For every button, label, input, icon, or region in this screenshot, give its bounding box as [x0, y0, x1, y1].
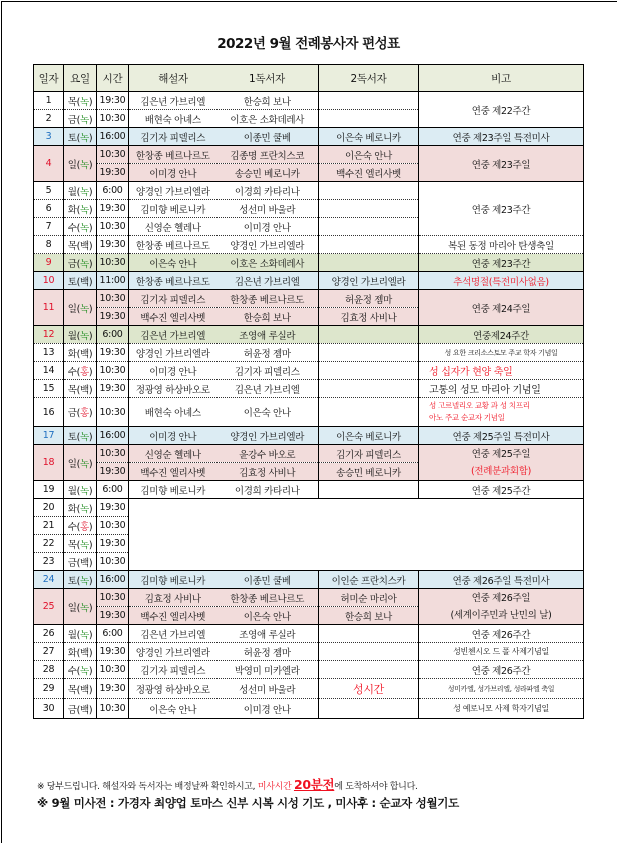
date-cell: 22: [34, 535, 64, 553]
day-cell: 화(녹): [64, 499, 97, 517]
header-reader2: 2독서자: [319, 65, 419, 92]
date-cell: 28: [34, 661, 64, 679]
day-cell: 목(녹): [64, 92, 97, 110]
table-row: [34, 643, 584, 661]
time-cell: 19:30: [97, 92, 129, 110]
reader2-cell: 이은숙 베로니카: [319, 128, 419, 146]
time-cell: 10:30: [97, 290, 129, 308]
day-cell: 월(녹): [64, 625, 97, 643]
note-cell: 연중 제22주간: [419, 92, 584, 128]
table-row: [34, 92, 584, 110]
date-cell: 10: [34, 272, 64, 290]
commentator-cell: 이미경 안나: [129, 362, 217, 380]
note-cell: 연중 제23주일 특전미사: [419, 128, 584, 146]
reader1-cell: 김효정 사비나: [217, 463, 319, 481]
date-cell: 11: [34, 290, 64, 326]
commentator-cell: 이은숙 안나: [129, 699, 217, 719]
table-row: [34, 128, 584, 146]
reader1-cell: 조영애 루실라: [217, 625, 319, 643]
note-cell: 연중 제26주간: [419, 625, 584, 643]
table-row: [34, 146, 584, 164]
note-cell: 연중 제26주간: [419, 661, 584, 679]
day-cell: 화(백): [64, 643, 97, 661]
day-cell: 토(백): [64, 272, 97, 290]
commentator-cell: 백수진 엘리사벳: [129, 308, 217, 326]
day-cell: 목(백): [64, 679, 97, 699]
commentator-cell: 정광영 하상바오로: [129, 380, 217, 398]
reader2-cell: [319, 182, 419, 200]
day-cell: 금(녹): [64, 254, 97, 272]
table-row: [34, 661, 584, 679]
commentator-cell: 김기자 피델리스: [129, 661, 217, 679]
date-cell: 30: [34, 699, 64, 719]
note-cell: 성 십자가 현양 축일: [419, 362, 584, 380]
commentator-cell: 이미경 안나: [129, 427, 217, 445]
table-row: [34, 481, 584, 499]
commentator-cell: 김효정 사비나: [129, 589, 217, 607]
time-cell: 6:00: [97, 481, 129, 499]
commentator-cell: 김은년 가브리엘: [129, 92, 217, 110]
day-cell: 금(홍): [64, 398, 97, 427]
day-cell: 월(녹): [64, 481, 97, 499]
commentator-cell: 정광영 하상바오로: [129, 679, 217, 699]
table-row: [34, 571, 584, 589]
reader2-cell: 허미순 마리아: [319, 589, 419, 607]
date-cell: 2: [34, 110, 64, 128]
date-cell: 13: [34, 344, 64, 362]
table-row: [34, 326, 584, 344]
reader1-cell: 한승희 보나: [217, 308, 319, 326]
note-cell: 성미카엘, 성가브리엘, 성라파엘 축일: [419, 679, 584, 699]
reader1-cell: 양경인 가브리엘라: [217, 427, 319, 445]
date-cell: 27: [34, 643, 64, 661]
date-cell: 20: [34, 499, 64, 517]
date-cell: 23: [34, 553, 64, 571]
time-cell: 10:30: [97, 110, 129, 128]
note-cell: 연중 제25주일 특전미사: [419, 427, 584, 445]
header-note: 비고: [419, 65, 584, 92]
table-row: [34, 589, 584, 607]
reader2-cell: 한승희 보나: [319, 607, 419, 625]
date-cell: 17: [34, 427, 64, 445]
commentator-cell: 양경인 가브리엘라: [129, 344, 217, 362]
arrival-notice: ※ 당부드립니다. 해설자와 독서자는 배정날짜 확인하시고, 미사시간 20분전에 도착하셔야 합니다.: [37, 777, 418, 792]
date-cell: 16: [34, 398, 64, 427]
note-cell: 성 요한 크리소스토모 주교 학자 기념일: [419, 344, 584, 362]
table-row: [34, 290, 584, 308]
time-cell: 19:30: [97, 499, 129, 517]
commentator-cell: 김은년 가브리엘: [129, 625, 217, 643]
date-cell: 1: [34, 92, 64, 110]
reader1-cell: 이종민 쿨베: [217, 571, 319, 589]
reader2-cell: [319, 218, 419, 236]
reader1-cell: 송승민 베로니카: [217, 164, 319, 182]
time-cell: 10:30: [97, 362, 129, 380]
reader2-cell: 이인순 프란치스카: [319, 571, 419, 589]
reader1-cell: 김은년 가브리엘: [217, 380, 319, 398]
day-cell: 금(백): [64, 553, 97, 571]
day-cell: 목(백): [64, 236, 97, 254]
header-commentator-reader1: [129, 65, 319, 92]
reader2-cell: 양경인 가브리엘라: [319, 272, 419, 290]
day-cell: 일(녹): [64, 146, 97, 182]
table-row: [34, 699, 584, 719]
time-cell: 10:30: [97, 445, 129, 463]
no-mass-cell: [129, 499, 584, 571]
date-cell: 4: [34, 146, 64, 182]
day-cell: 화(백): [64, 344, 97, 362]
reader2-cell: [319, 625, 419, 643]
table-row: [34, 398, 584, 427]
day-cell: 일(녹): [64, 589, 97, 625]
day-cell: 월(녹): [64, 182, 97, 200]
header-time: 시간: [97, 65, 129, 92]
reader1-cell: 한창종 베르나르도: [217, 290, 319, 308]
reader2-cell: [319, 200, 419, 218]
reader2-cell: 허윤정 젬마: [319, 290, 419, 308]
date-cell: 15: [34, 380, 64, 398]
time-cell: 11:00: [97, 272, 129, 290]
note-cell: 연중 제23주간: [419, 254, 584, 272]
time-cell: 19:30: [97, 380, 129, 398]
commentator-cell: 한창종 베르나르도: [129, 146, 217, 164]
note-cell: 성 고르넬리오 교황 과 성 치프리 아노 주교 순교자 기념일: [419, 398, 584, 427]
day-cell: 수(홍): [64, 517, 97, 535]
time-cell: 19:30: [97, 607, 129, 625]
reader2-cell: 이은숙 안나: [319, 146, 419, 164]
header-commentator: 해설자: [158, 72, 188, 85]
commentator-cell: 한창종 베르나르도: [129, 236, 217, 254]
note-cell: 연중 제25주일 (전례분과회합): [419, 445, 584, 481]
note-cell: 연중 제25주간: [419, 481, 584, 499]
table-row: [34, 182, 584, 200]
time-cell: 10:30: [97, 661, 129, 679]
reader2-cell: 백수진 엘리사벳: [319, 164, 419, 182]
reader1-cell: 윤강수 바오로: [217, 445, 319, 463]
reader2-cell: [319, 92, 419, 110]
reader1-cell: 양경인 가브리엘라: [217, 236, 319, 254]
time-cell: 10:30: [97, 146, 129, 164]
header-day: 요일: [64, 65, 97, 92]
commentator-cell: 김기자 피델리스: [129, 290, 217, 308]
date-cell: 29: [34, 679, 64, 699]
commentator-cell: 이은숙 안나: [129, 254, 217, 272]
reader2-cell: 김효정 사비나: [319, 308, 419, 326]
time-cell: 6:00: [97, 182, 129, 200]
reader2-cell: [319, 110, 419, 128]
day-cell: 수(녹): [64, 661, 97, 679]
reader1-cell: 김종명 프란치스코: [217, 146, 319, 164]
reader1-cell: 이은숙 안나: [217, 607, 319, 625]
day-cell: 금(녹): [64, 110, 97, 128]
date-cell: 9: [34, 254, 64, 272]
reader1-cell: 박영미 미카엘라: [217, 661, 319, 679]
date-cell: 24: [34, 571, 64, 589]
note-cell: 연중 제26주일 (세계이주민과 난민의 날): [419, 589, 584, 625]
reader2-cell: [319, 481, 419, 499]
commentator-cell: 배현숙 아녜스: [129, 110, 217, 128]
table-row: [34, 679, 584, 699]
commentator-cell: 김미향 베로니카: [129, 571, 217, 589]
prayer-notice: ※ 9월 미사전 : 가경자 최양업 토마스 신부 시복 시성 기도 , 미사후 : 순교자 성월기도: [37, 796, 459, 810]
commentator-cell: 배현숙 아녜스: [129, 398, 217, 427]
reader2-cell: [319, 362, 419, 380]
reader2-cell: [319, 344, 419, 362]
note-cell: 복된 동정 마리아 탄생축일: [419, 236, 584, 254]
header-row: [34, 65, 584, 92]
table-row: [34, 272, 584, 290]
commentator-cell: 이미경 안나: [129, 164, 217, 182]
reader1-cell: 이경희 카타리나: [217, 182, 319, 200]
time-cell: 19:30: [97, 344, 129, 362]
reader2-cell: [319, 398, 419, 427]
date-cell: 26: [34, 625, 64, 643]
reader1-cell: 이미경 안나: [217, 218, 319, 236]
table-row: [34, 499, 584, 517]
date-cell: 12: [34, 326, 64, 344]
day-cell: 목(녹): [64, 535, 97, 553]
day-cell: 일(녹): [64, 290, 97, 326]
reader1-cell: 이미경 안나: [217, 699, 319, 719]
time-cell: 6:00: [97, 625, 129, 643]
time-cell: 19:30: [97, 679, 129, 699]
table-row: [34, 254, 584, 272]
day-cell: 토(녹): [64, 128, 97, 146]
reader2-cell: [319, 661, 419, 679]
time-cell: 10:30: [97, 699, 129, 719]
time-cell: 10:30: [97, 398, 129, 427]
time-cell: 19:30: [97, 535, 129, 553]
note-cell: 성 예로니모 사제 학자기념일: [419, 699, 584, 719]
commentator-cell: 김미향 베로니카: [129, 200, 217, 218]
time-cell: 19:30: [97, 308, 129, 326]
reader1-cell: 허윤정 젬마: [217, 344, 319, 362]
date-cell: 21: [34, 517, 64, 535]
time-cell: 10:30: [97, 517, 129, 535]
table-row: [34, 625, 584, 643]
reader1-cell: 한승희 보나: [217, 92, 319, 110]
reader1-cell: 이경희 카타리나: [217, 481, 319, 499]
header-reader1: 1독서자: [249, 72, 285, 85]
reader2-cell: [319, 699, 419, 719]
day-cell: 수(녹): [64, 218, 97, 236]
reader2-cell: [319, 380, 419, 398]
table-row: [34, 445, 584, 463]
day-cell: 토(녹): [64, 571, 97, 589]
commentator-cell: 한창종 베르나르도: [129, 272, 217, 290]
reader1-cell: 김은년 가브리엘: [217, 272, 319, 290]
note-cell: 연중 제24주일: [419, 290, 584, 326]
table-row: [34, 427, 584, 445]
table-row: [34, 344, 584, 362]
commentator-cell: 신영순 헬레나: [129, 445, 217, 463]
reader1-cell: 이종민 쿨베: [217, 128, 319, 146]
reader2-cell: 성시간: [319, 679, 419, 699]
reader1-cell: 허윤정 젬마: [217, 643, 319, 661]
commentator-cell: 김기자 피델리스: [129, 128, 217, 146]
reader2-cell: 김기자 피델리스: [319, 445, 419, 463]
note-cell: 연중 제23주간: [419, 182, 584, 236]
commentator-cell: 신영순 헬레나: [129, 218, 217, 236]
day-cell: 금(백): [64, 699, 97, 719]
reader2-cell: 이은숙 베로니카: [319, 427, 419, 445]
day-cell: 수(홍): [64, 362, 97, 380]
date-cell: 8: [34, 236, 64, 254]
note-cell: 연중 제26주일 특전미사: [419, 571, 584, 589]
commentator-cell: 양경인 가브리엘라: [129, 643, 217, 661]
reader1-cell: 이호은 소화데레사: [217, 110, 319, 128]
header-date: 일자: [34, 65, 64, 92]
time-cell: 16:00: [97, 427, 129, 445]
date-cell: 7: [34, 218, 64, 236]
day-cell: 일(녹): [64, 445, 97, 481]
reader1-cell: 이은숙 안나: [217, 398, 319, 427]
day-cell: 화(녹): [64, 200, 97, 218]
time-cell: 10:30: [97, 553, 129, 571]
reader2-cell: [319, 326, 419, 344]
schedule-table: [33, 64, 584, 719]
reader1-cell: 성선미 바울라: [217, 200, 319, 218]
time-cell: 19:30: [97, 200, 129, 218]
date-cell: 14: [34, 362, 64, 380]
commentator-cell: 백수진 엘리사벳: [129, 463, 217, 481]
reader1-cell: 김기자 피델리스: [217, 362, 319, 380]
reader1-cell: 조영애 루실라: [217, 326, 319, 344]
time-cell: 19:30: [97, 643, 129, 661]
note-cell: 연중제24주간: [419, 326, 584, 344]
note-cell: 연중 제23주일: [419, 146, 584, 182]
reader2-cell: 송승민 베로니카: [319, 463, 419, 481]
time-cell: 19:30: [97, 236, 129, 254]
commentator-cell: 양경인 가브리엘라: [129, 182, 217, 200]
date-cell: 19: [34, 481, 64, 499]
time-cell: 16:00: [97, 571, 129, 589]
reader1-cell: 이호은 소화데레사: [217, 254, 319, 272]
reader1-cell: 한창종 베르나르도: [217, 589, 319, 607]
time-cell: 10:30: [97, 254, 129, 272]
table-row: [34, 236, 584, 254]
page-title: 2022년 9월 전례봉사자 편성표: [217, 36, 400, 52]
table-row: [34, 380, 584, 398]
time-cell: 10:30: [97, 589, 129, 607]
time-cell: 6:00: [97, 326, 129, 344]
reader1-cell: 성선미 바울라: [217, 679, 319, 699]
date-cell: 18: [34, 445, 64, 481]
reader2-cell: [319, 254, 419, 272]
date-cell: 5: [34, 182, 64, 200]
reader2-cell: [319, 643, 419, 661]
commentator-cell: 김은년 가브리엘: [129, 326, 217, 344]
time-cell: 16:00: [97, 128, 129, 146]
note-cell: 고통의 성모 마리아 기념일: [419, 380, 584, 398]
time-cell: 10:30: [97, 218, 129, 236]
date-cell: 25: [34, 589, 64, 625]
table-row: [34, 362, 584, 380]
date-cell: 6: [34, 200, 64, 218]
reader2-cell: [319, 236, 419, 254]
commentator-cell: 김미향 베로니카: [129, 481, 217, 499]
note-cell: 성빈첸시오 드 폴 사제기념일: [419, 643, 584, 661]
time-cell: 19:30: [97, 164, 129, 182]
day-cell: 토(녹): [64, 427, 97, 445]
date-cell: 3: [34, 128, 64, 146]
day-cell: 월(녹): [64, 326, 97, 344]
day-cell: 목(백): [64, 380, 97, 398]
note-cell: 추석명절(특전미사없음): [419, 272, 584, 290]
commentator-cell: 백수진 엘리사벳: [129, 607, 217, 625]
time-cell: 19:30: [97, 463, 129, 481]
